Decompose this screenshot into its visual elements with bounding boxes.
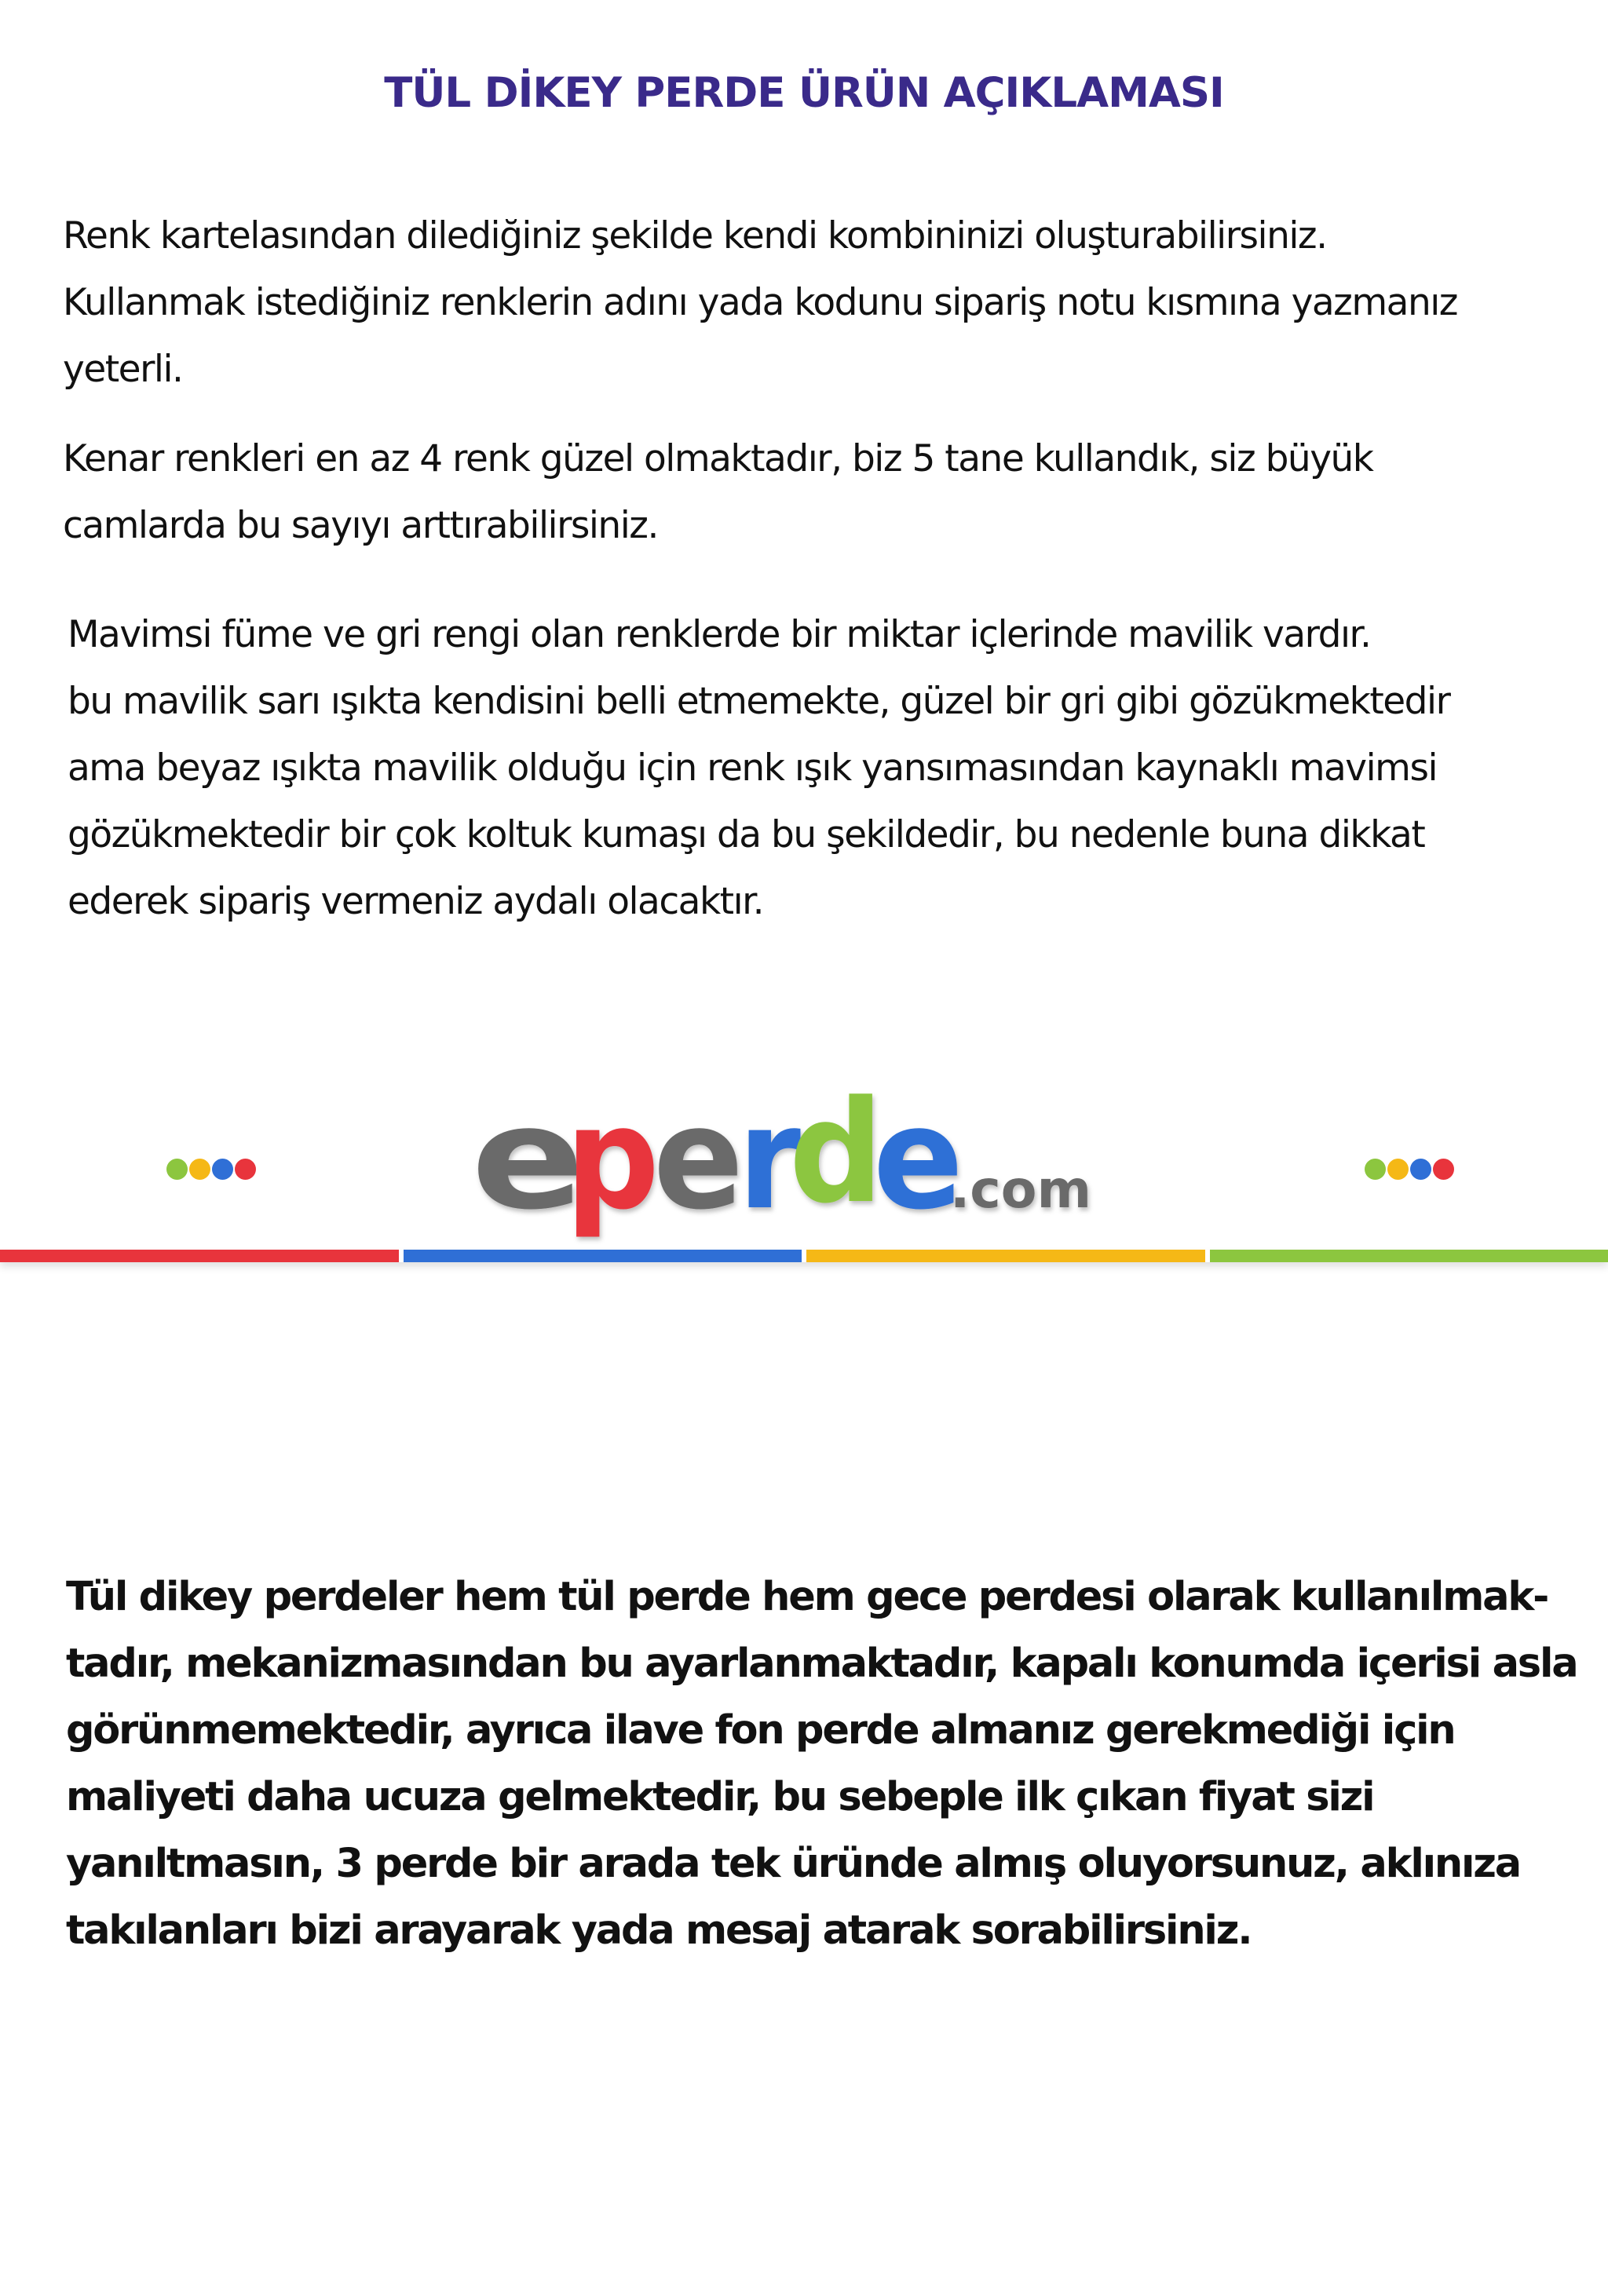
- edge-colors-paragraph: [63, 425, 1373, 559]
- logo-letter: e: [653, 1083, 744, 1241]
- text-line: görünmemektedir, ayrıca ilave fon perde almanız gerekmediği için: [66, 1707, 1455, 1754]
- color-combination-paragraph: [63, 203, 1457, 403]
- text-line: ederek sipariş vermeniz aydalı olacaktır.: [68, 880, 764, 923]
- text-line: gözükmektedir bir çok koltuk kumaşı da bu şekildedir, bu nedenle buna dikkat: [68, 813, 1425, 856]
- dot: [1410, 1159, 1431, 1180]
- logo-letter: e: [873, 1083, 963, 1241]
- text-line: ama beyaz ışıkta mavilik olduğu için renk ışık yansımasından kaynaklı mavimsi: [68, 746, 1438, 790]
- text-line: Kenar renkleri en az 4 renk güzel olmaktadır, biz 5 tane kullandık, siz büyük: [63, 437, 1373, 480]
- decorative-dots-left: [166, 1159, 256, 1181]
- dot: [235, 1159, 256, 1180]
- divider-segment: [0, 1250, 399, 1262]
- divider-segment: [404, 1250, 802, 1262]
- text-line: Tül dikey perdeler hem tül perde hem gece perdesi olarak kullanılmak-: [66, 1574, 1548, 1620]
- dot: [189, 1159, 210, 1180]
- text-line: maliyeti daha ucuza gelmektedir, bu sebeple ilk çıkan fiyat sizi: [66, 1774, 1374, 1820]
- text-line: takılanları bizi arayarak yada mesaj atarak sorabilirsiniz.: [66, 1907, 1252, 1954]
- text-line: tadır, mekanizmasından bu ayarlanmaktadır, kapalı konumda içerisi asla: [66, 1641, 1577, 1687]
- text-line: yeterli.: [63, 348, 183, 391]
- decorative-dots-right: [1365, 1159, 1454, 1181]
- text-line: Renk kartelasından dilediğiniz şekilde kendi kombininizi oluşturabilirsiniz.: [63, 214, 1327, 257]
- dot: [1387, 1159, 1409, 1180]
- multicolor-divider: [0, 1250, 1608, 1262]
- logo-letter: p: [565, 1083, 660, 1241]
- logo-letter: r: [738, 1083, 802, 1241]
- text-line: bu mavilik sarı ışıkta kendisini belli etmemekte, güzel bir gri gibi gözükmektedir: [68, 680, 1450, 723]
- dot: [1365, 1159, 1386, 1180]
- color-tone-note-paragraph: [68, 601, 1449, 935]
- product-summary-paragraph: [66, 1564, 1577, 1964]
- eperde-logo: [471, 1083, 1099, 1264]
- dot: [1433, 1159, 1454, 1180]
- text-line: Mavimsi füme ve gri rengi olan renklerde bir miktar içlerinde mavilik vardır.: [68, 613, 1371, 656]
- dot: [166, 1159, 188, 1180]
- text-line: Kullanmak istediğiniz renklerin adını yada kodunu sipariş notu kısmına yazmanız: [63, 281, 1457, 324]
- page-title: TÜL DİKEY PERDE ÜRÜN AÇIKLAMASI: [384, 69, 1224, 117]
- text-line: camlarda bu sayıyı arttırabilirsiniz.: [63, 504, 658, 547]
- dot: [212, 1159, 233, 1180]
- logo-letter: e: [471, 1083, 577, 1241]
- logo-letter: d: [789, 1083, 883, 1235]
- logo-suffix: .com: [950, 1159, 1091, 1220]
- divider-segment: [806, 1250, 1205, 1262]
- text-line: yanıltmasın, 3 perde bir arada tek üründe almış oluyorsunuz, aklınıza: [66, 1841, 1520, 1887]
- divider-segment: [1210, 1250, 1608, 1262]
